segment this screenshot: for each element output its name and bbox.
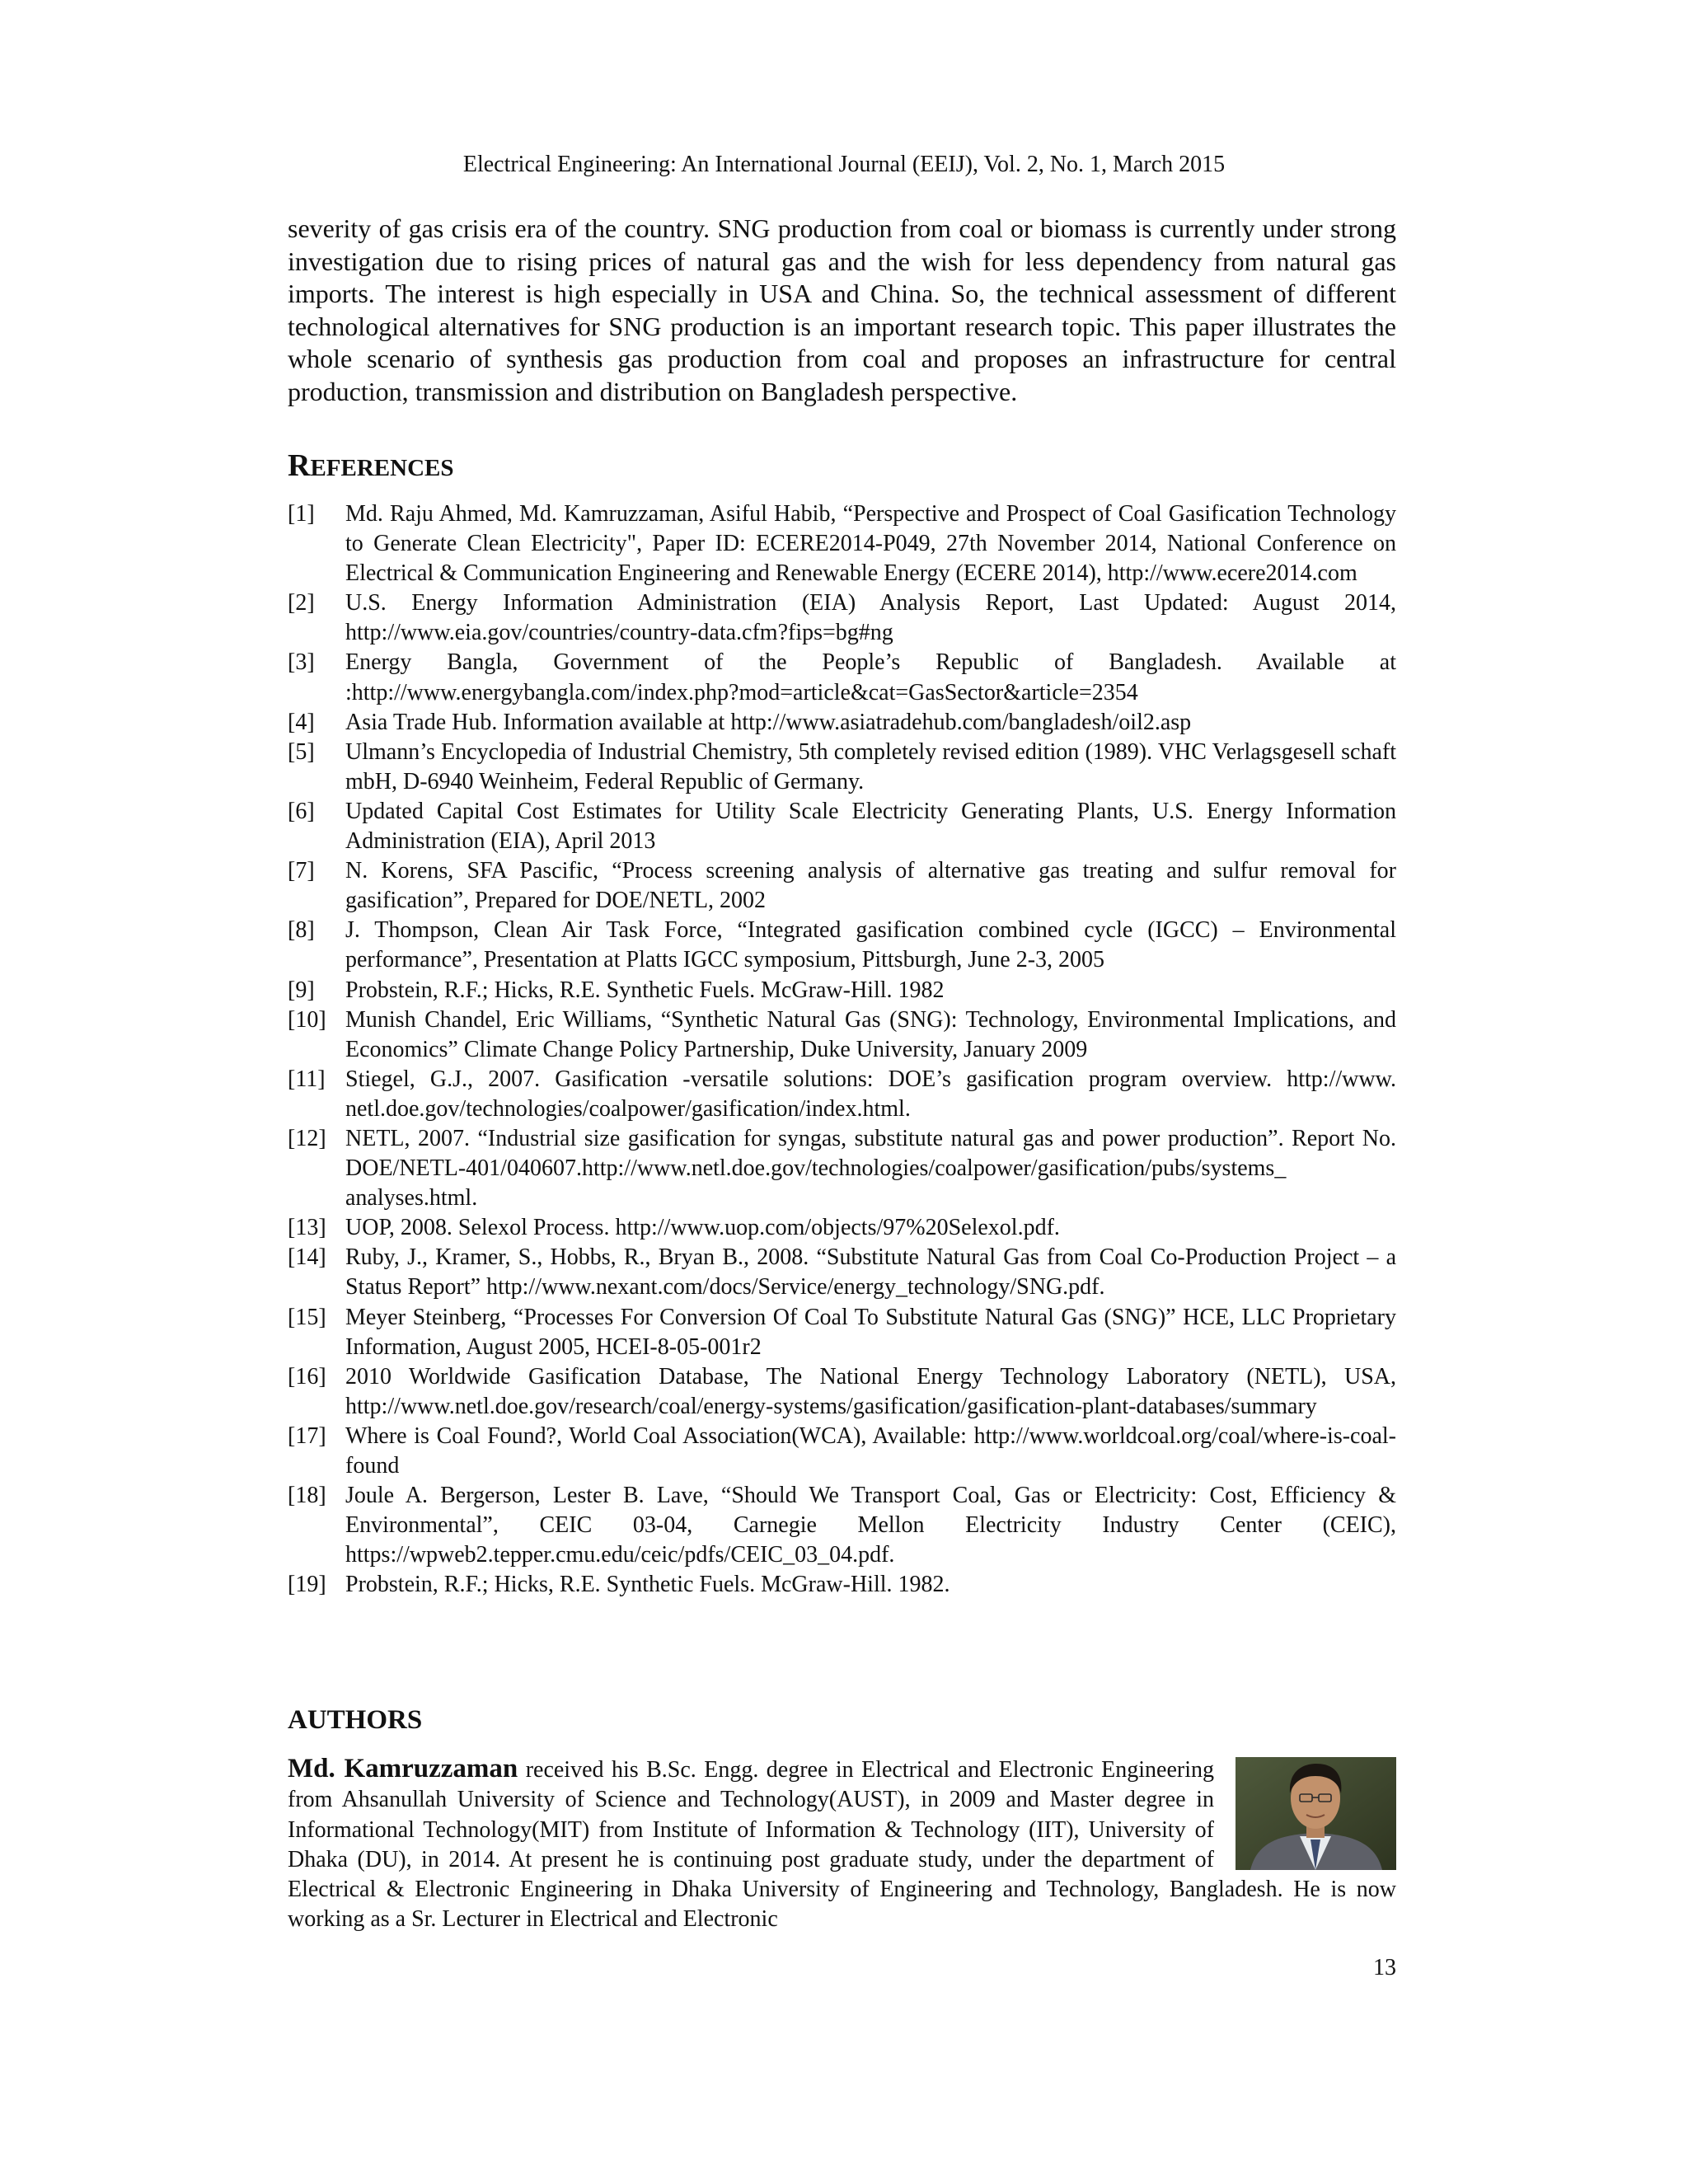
reference-number: [13] xyxy=(288,1215,326,1241)
reference-item-12 xyxy=(288,1124,1396,1213)
reference-item-17 xyxy=(288,1422,1396,1481)
reference-text: Probstein, R.F.; Hicks, R.E. Synthetic Fuels. McGraw-Hill. 1982 xyxy=(345,977,945,1003)
reference-number: [5] xyxy=(288,738,315,765)
reference-number: [2] xyxy=(288,590,315,616)
authors-heading: AUTHORS xyxy=(288,1705,423,1735)
reference-number: [16] xyxy=(288,1363,326,1390)
reference-item-13 xyxy=(288,1213,1396,1243)
reference-item-19 xyxy=(288,1570,1396,1600)
reference-number: [4] xyxy=(288,709,315,735)
reference-text: NETL, 2007. “Industrial size gasification for syngas, substitute natural gas and power production”. Report No. DOE/NETL-401/040607.http://www.netl.doe.gov/technologies/coalpower/gasification/pubs/systems_ analyses.html. xyxy=(345,1125,1396,1212)
reference-item-15 xyxy=(288,1303,1396,1362)
reference-item-4 xyxy=(288,708,1396,738)
reference-number: [3] xyxy=(288,649,315,676)
reference-text: Asia Trade Hub. Information available at http://www.asiatradehub.com/bangladesh/oil2.asp xyxy=(345,709,1192,735)
intro-paragraph: severity of gas crisis era of the country. SNG production from coal or biomass is currently under strong investigation due to rising prices of natural gas and the wish for less dependency from natural gas imports. The interest is high especially in USA and China. So, the technical assessment of different technological alternatives for SNG production is an important research topic. This paper illustrates the whole scenario of synthesis gas production from coal and proposes an infrastructure for central production, transmission and distribution on Bangladesh perspective. xyxy=(288,213,1396,406)
running-header: Electrical Engineering: An International Journal (EEIJ), Vol. 2, No. 1, March 2015 xyxy=(462,152,1226,177)
reference-number: [1] xyxy=(288,501,315,527)
reference-text: N. Korens, SFA Pascific, “Process screening analysis of alternative gas treating and sulfur removal for gasification”, Prepared for DOE/NETL, 2002 xyxy=(345,858,1396,914)
reference-item-2 xyxy=(288,588,1396,648)
reference-number: [12] xyxy=(288,1125,326,1151)
reference-number: [7] xyxy=(288,858,315,884)
reference-item-5 xyxy=(288,738,1396,797)
reference-list xyxy=(288,499,1396,1600)
reference-text: Munish Chandel, Eric Williams, “Synthetic Natural Gas (SNG): Technology, Environmental Implications, and Economics” Climate Change Policy Partnership, Duke University, January 2009 xyxy=(345,1006,1396,1062)
reference-item-3 xyxy=(288,648,1396,707)
reference-text: Md. Raju Ahmed, Md. Kamruzzaman, Asiful Habib, “Perspective and Prospect of Coal Gasification Technology to Generate Clean Electricity", Paper ID: ECERE2014-P049, 27th November 2014, National Conference on Electrical & Communication Engineering and Renewable Energy (ECERE 2014), http://www.ecere2014.com xyxy=(345,501,1396,587)
references-heading xyxy=(288,445,454,489)
author-photo xyxy=(1236,1757,1396,1870)
author-bio xyxy=(288,1754,1396,1935)
reference-item-8 xyxy=(288,916,1396,975)
reference-item-16 xyxy=(288,1362,1396,1422)
page-number: 13 xyxy=(1373,1955,1396,1980)
author-name: Md. Kamruzzaman xyxy=(288,1754,518,1783)
reference-text: J. Thompson, Clean Air Task Force, “Integrated gasification combined cycle (IGCC) – Environmental performance”, Presentation at Platts IGCC symposium, Pittsburgh, June 2-3, 2005 xyxy=(345,917,1396,973)
author-bio-body: received his B.Sc. Engg. degree in Electrical and Electronic Engineering from Ahsanullah University of Science and Technology(AUST), in 2009 and Master degree in Informational Technology(MIT) from Institute of Information & Technology (IIT), University of Dhaka (DU), in 2014. At present he is continuing post graduate study, under the department of Electrical & Electronic Engineering in Dhaka University of Engineering and Technology, Bangladesh. He is now working as a Sr. Lecturer in Electrical and Electronic xyxy=(288,1757,1396,1933)
reference-text: Where is Coal Found?, World Coal Association(WCA), Available: http://www.worldcoal.org/coal/where-is-coal-found xyxy=(345,1422,1396,1479)
reference-number: [9] xyxy=(288,977,315,1003)
reference-text: Ruby, J., Kramer, S., Hobbs, R., Bryan B., 2008. “Substitute Natural Gas from Coal Co-Production Project – a Status Report” http://www.nexant.com/docs/Service/energy_technology/SNG.pdf. xyxy=(345,1244,1396,1301)
reference-text: Energy Bangla, Government of the People’s Republic of Bangladesh. Available at :http://www.energybangla.com/index.php?mod=article&cat=GasSector&article=2354 xyxy=(345,649,1396,705)
reference-item-11 xyxy=(288,1065,1396,1124)
references-heading-initial: R xyxy=(288,448,311,483)
reference-number: [19] xyxy=(288,1572,326,1598)
reference-item-18 xyxy=(288,1481,1396,1570)
reference-text: Joule A. Bergerson, Lester B. Lave, “Should We Transport Coal, Gas or Electricity: Cost, Efficiency & Environmental”, CEIC 03-04, Carnegie Mellon Electricity Industry Center (CEIC), https://wpweb2.tepper.cmu.edu/ceic/pdfs/CEIC_03_04.pdf. xyxy=(345,1483,1396,1568)
reference-number: [14] xyxy=(288,1244,326,1271)
reference-item-6 xyxy=(288,797,1396,856)
reference-number: [8] xyxy=(288,917,315,944)
reference-text: UOP, 2008. Selexol Process. http://www.uop.com/objects/97%20Selexol.pdf. xyxy=(345,1215,1060,1241)
reference-item-14 xyxy=(288,1243,1396,1302)
reference-item-1 xyxy=(288,499,1396,588)
reference-text: Ulmann’s Encyclopedia of Industrial Chemistry, 5th completely revised edition (1989). VHC Verlagsgesell schaft mbH, D-6940 Weinheim, Federal Republic of Germany. xyxy=(345,738,1396,794)
reference-text: Probstein, R.F.; Hicks, R.E. Synthetic Fuels. McGraw-Hill. 1982. xyxy=(345,1572,950,1598)
reference-text: 2010 Worldwide Gasification Database, The National Energy Technology Laboratory (NETL), USA, http://www.netl.doe.gov/research/coal/energy-systems/gasification/gasification-plant-databases/summary xyxy=(345,1363,1396,1419)
reference-item-9 xyxy=(288,976,1396,1005)
reference-number: [15] xyxy=(288,1304,326,1330)
references-heading-rest: EFERENCES xyxy=(310,455,454,481)
reference-item-7 xyxy=(288,856,1396,916)
author-bio-text xyxy=(288,1754,1396,1935)
reference-text: Meyer Steinberg, “Processes For Conversion Of Coal To Substitute Natural Gas (SNG)” HCE, LLC Proprietary Information, August 2005, HCEI-8-05-001r2 xyxy=(345,1304,1396,1360)
reference-number: [6] xyxy=(288,798,315,824)
reference-text: U.S. Energy Information Administration (EIA) Analysis Report, Last Updated: August 2014, http://www.eia.gov/countries/country-data.cfm?fips=bg#ng xyxy=(345,590,1396,646)
reference-item-10 xyxy=(288,1005,1396,1065)
reference-number: [11] xyxy=(288,1066,326,1092)
reference-number: [10] xyxy=(288,1006,326,1033)
reference-text: Stiegel, G.J., 2007. Gasification -versatile solutions: DOE’s gasification program overview. http://www. netl.doe.gov/technologies/coalpower/gasification/index.html. xyxy=(345,1066,1396,1122)
reference-number: [17] xyxy=(288,1422,326,1449)
reference-number: [18] xyxy=(288,1483,326,1509)
reference-text: Updated Capital Cost Estimates for Utility Scale Electricity Generating Plants, U.S. Energy Information Administration (EIA), April 2013 xyxy=(345,798,1396,855)
